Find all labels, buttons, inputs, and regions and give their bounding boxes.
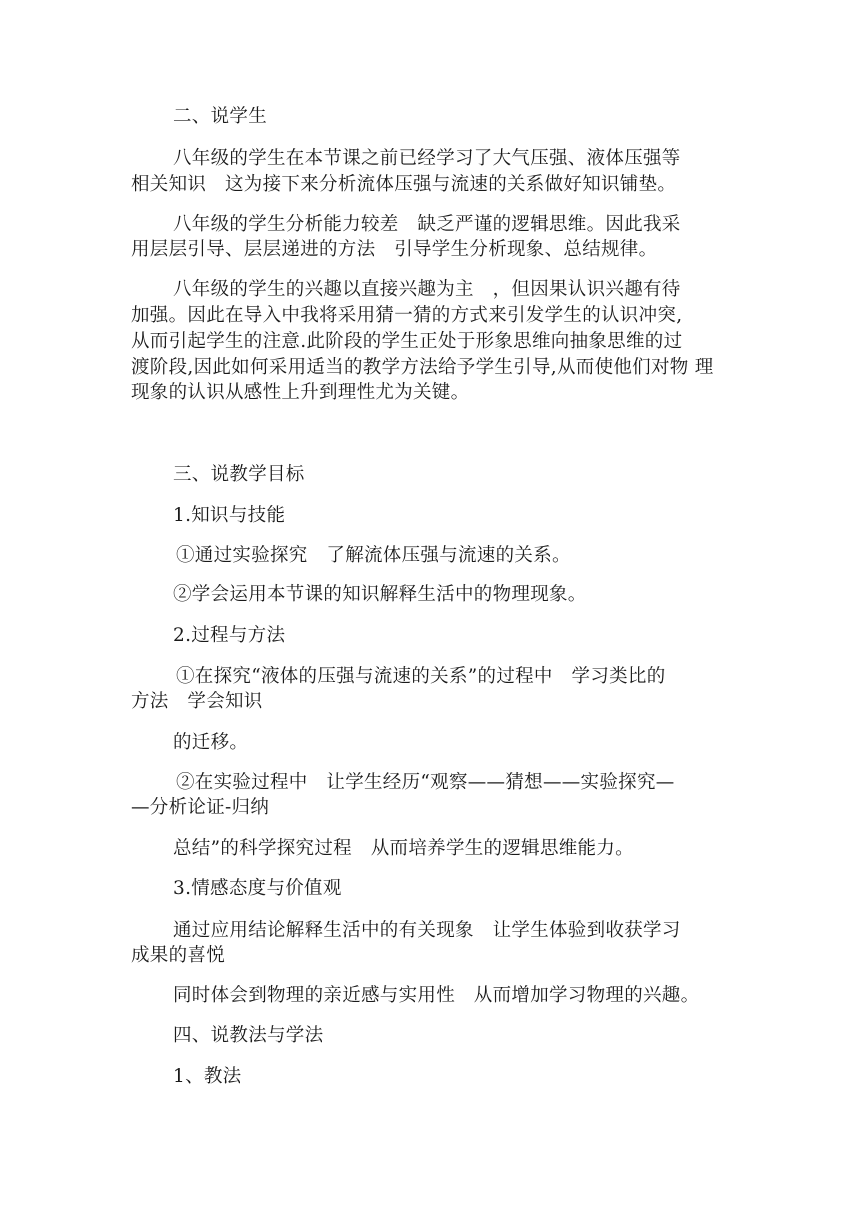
- paragraph-line: 渡阶段,因此如何采用适当的教学方法给予学生引导,从而使他们对物 理: [131, 357, 714, 378]
- paragraph-line: 用层层引导、层层递进的方法 引导学生分析现象、总结规律。: [131, 239, 658, 260]
- subsection-heading: 1.知识与技能: [173, 505, 286, 526]
- list-item: ②学会运用本节课的知识解释生活中的物理现象。: [173, 584, 587, 605]
- list-item-continuation: 的迁移。: [173, 732, 249, 753]
- paragraph-line: 八年级的学生分析能力较差 缺乏严谨的逻辑思维。因此我采: [173, 214, 681, 235]
- paragraph-line: 成果的喜悦: [131, 945, 226, 966]
- paragraph-line: 加强。因此在导入中我将采用猜一猜的方式来引发学生的认识冲突,: [131, 305, 683, 326]
- list-item-continuation: 总结”的科学探究过程 从而培养学生的逻辑思维能力。: [173, 838, 634, 859]
- list-item: ①通过实验探究 了解流体压强与流速的关系。: [176, 545, 571, 566]
- paragraph-line: 相关知识 这为接下来分析流体压强与流速的关系做好知识铺垫。: [131, 174, 677, 195]
- subsection-heading: 1、教法: [173, 1066, 242, 1087]
- paragraph-line: 从而引起学生的注意.此阶段的学生正处于形象思维向抽象思维的过: [131, 331, 683, 352]
- paragraph-line: 现象的认识从感性上升到理性尤为关键。: [131, 382, 470, 403]
- list-item-continuation: —分析论证-归纳: [131, 797, 270, 818]
- list-item: ②在实验过程中 让学生经历“观察——猜想——实验探究—: [176, 772, 675, 793]
- list-item: ①在探究“液体的压强与流速的关系”的过程中 学习类比的: [176, 666, 666, 687]
- subsection-heading: 2.过程与方法: [173, 625, 286, 646]
- subsection-heading: 3.情感态度与价值观: [173, 878, 342, 899]
- section-heading: 四、说教法与学法: [173, 1025, 324, 1046]
- paragraph-line: 通过应用结论解释生活中的有关现象 让学生体验到收获学习: [173, 920, 681, 941]
- section-heading: 二、说学生: [173, 106, 268, 127]
- section-heading: 三、说教学目标: [173, 464, 305, 485]
- paragraph-line: 八年级的学生的兴趣以直接兴趣为主 ，但因果认识兴趣有待: [173, 279, 681, 300]
- paragraph-line: 八年级的学生在本节课之前已经学习了大气压强、液体压强等: [173, 148, 681, 169]
- paragraph-line: 同时体会到物理的亲近感与实用性 从而增加学习物理的兴趣。: [173, 985, 700, 1006]
- list-item-continuation: 方法 学会知识: [131, 691, 263, 712]
